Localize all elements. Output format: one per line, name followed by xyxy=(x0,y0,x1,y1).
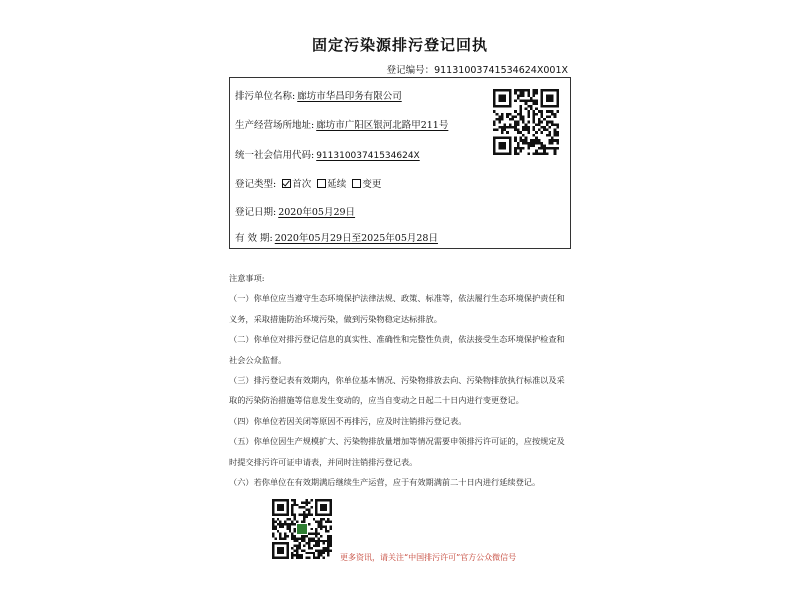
checkbox-first-icon xyxy=(282,179,291,188)
unit-name-value: 廊坊市华昌印务有限公司 xyxy=(297,91,402,102)
validity-row xyxy=(235,230,438,244)
footer-notice: 更多资讯，请关注“中国排污许可”官方公众微信号 xyxy=(340,553,517,562)
validity-label: 有 效 期: xyxy=(235,233,273,244)
unit-name-row xyxy=(235,88,402,102)
notes-section xyxy=(229,268,569,492)
registration-number-label: 登记编号： xyxy=(386,65,435,76)
credit-code-row xyxy=(235,147,420,161)
credit-code-label: 统一社会信用代码: xyxy=(235,150,315,161)
credit-code-value: 91131003741534624X xyxy=(316,151,420,161)
unit-name-label: 排污单位名称: xyxy=(235,91,296,102)
checkbox-change-icon xyxy=(352,179,361,188)
note-item: （五）你单位因生产规模扩大、污染物排放量增加等情况需要申领排污许可证的，应按规定及时提交排污许可证申请表，并同时注销排污登记表。 xyxy=(229,436,565,467)
address-row xyxy=(235,117,448,131)
registration-date-row xyxy=(235,204,355,218)
page-title: 固定污染源排污登记回执 xyxy=(311,36,488,54)
note-item: （三）排污登记表有效期内，你单位基本情况、污染物排放去向、污染物排放执行标准以及采取的污染防治措施等信息发生变动的，应当自变动之日起二十日内进行变更登记。 xyxy=(229,375,565,406)
registration-number-value: 91131003741534624X001X xyxy=(434,65,568,76)
registration-type-label: 登记类型: xyxy=(235,179,277,190)
registration-number xyxy=(387,62,568,76)
note-item: （六）若你单位在有效期满后继续生产运营，应于有效期满前二十日内进行延续登记。 xyxy=(229,477,541,488)
registration-date-value: 2020年05月29日 xyxy=(278,207,356,218)
checkbox-continue-icon xyxy=(317,179,326,188)
address-value: 廊坊市广阳区银河北路甲211号 xyxy=(316,120,449,131)
registration-date-label: 登记日期: xyxy=(235,207,277,218)
type-first-label: 首次 xyxy=(292,179,312,190)
note-item: （一）你单位应当遵守生态环境保护法律法规、政策、标准等，依法履行生态环境保护责任和义务，采取措施防治环境污染，做到污染物稳定达标排放。 xyxy=(229,293,565,324)
validity-value: 2020年05月29日至2025年05月28日 xyxy=(274,233,438,244)
registration-info-box xyxy=(229,77,571,249)
type-continue-label: 延续 xyxy=(327,179,347,190)
qr-code-icon xyxy=(493,89,559,155)
wechat-qr-code-icon xyxy=(272,499,332,559)
note-item: （四）你单位若因关闭等原因不再排污，应及时注销排污登记表。 xyxy=(229,415,467,426)
registration-type-row xyxy=(235,176,381,190)
note-item: （二）你单位对排污登记信息的真实性、准确性和完整性负责，依法接受生态环境保护检查和社会公众监督。 xyxy=(229,334,565,365)
address-label: 生产经营场所地址: xyxy=(235,120,315,131)
notes-heading: 注意事项: xyxy=(229,273,265,283)
type-change-label: 变更 xyxy=(362,179,382,190)
